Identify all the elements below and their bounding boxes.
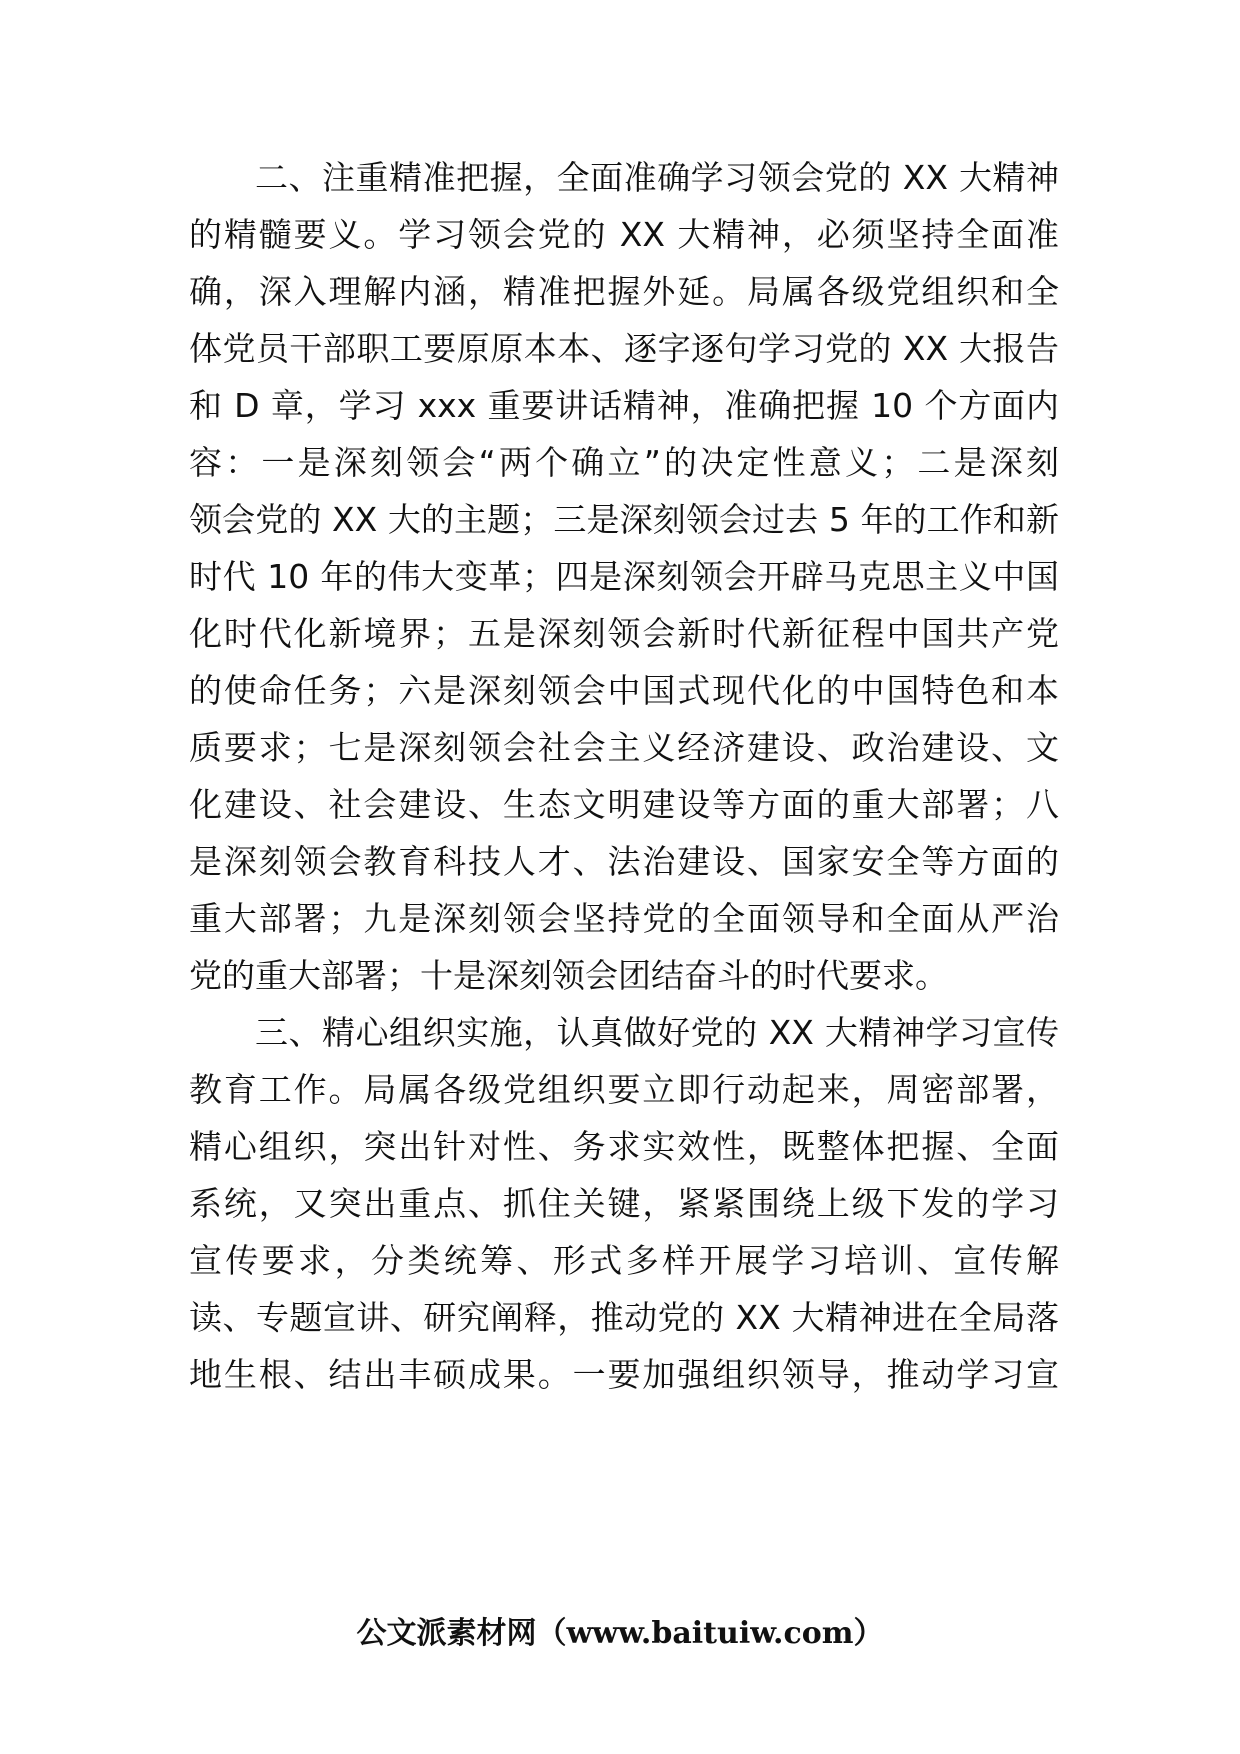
para-3-line-3: 精心组织，突出针对性、务求实效性，既整体把握、全面: [189, 1127, 1059, 1166]
para-3-line-7: 地生根、结出丰硕成果。一要加强组织领导，推动学习宣: [189, 1355, 1059, 1394]
para-2-line-6: 容：一是深刻领会“两个确立”的决定性意义；二是深刻: [189, 443, 1059, 482]
para-2-line-4: 体党员干部职工要原原本本、逐字逐句学习党的 XX 大报告: [189, 329, 1059, 368]
para-2-line-9: 化时代化新境界；五是深刻领会新时代新征程中国共产党: [189, 614, 1059, 653]
para-3-line-2: 教育工作。局属各级党组织要立即行动起来，周密部署，: [189, 1070, 1059, 1109]
para-2-line-14: 重大部署；九是深刻领会坚持党的全面领导和全面从严治: [189, 899, 1059, 938]
para-3-line-4: 系统，又突出重点、抓住关键，紧紧围绕上级下发的学习: [189, 1184, 1059, 1223]
footer-watermark: 公文派素材网（www.baituiw.com）: [356, 1616, 884, 1651]
para-2-line-3: 确，深入理解内涵，精准把握外延。局属各级党组织和全: [189, 272, 1059, 311]
para-2-line-13: 是深刻领会教育科技人才、法治建设、国家安全等方面的: [189, 842, 1059, 881]
para-2-line-12: 化建设、社会建设、生态文明建设等方面的重大部署；八: [189, 785, 1059, 824]
para-3-line-5: 宣传要求，分类统筹、形式多样开展学习培训、宣传解: [189, 1241, 1059, 1280]
para-2-line-7: 领会党的 XX 大的主题；三是深刻领会过去 5 年的工作和新: [189, 500, 1059, 539]
para-3-line-6: 读、专题宣讲、研究阐释，推动党的 XX 大精神进在全局落: [189, 1298, 1059, 1337]
para-2-line-11: 质要求；七是深刻领会社会主义经济建设、政治建设、文: [189, 728, 1059, 767]
para-3-line-1: 三、精心组织实施，认真做好党的 XX 大精神学习宣传: [255, 1013, 1059, 1052]
para-2-line-1: 二、注重精准把握，全面准确学习领会党的 XX 大精神: [255, 158, 1059, 197]
para-2-line-5: 和 D 章，学习 xxx 重要讲话精神，准确把握 10 个方面内: [189, 386, 1059, 425]
para-2-line-2: 的精髓要义。学习领会党的 XX 大精神，必须坚持全面准: [189, 215, 1059, 254]
para-2-line-15: 党的重大部署；十是深刻领会团结奋斗的时代要求。: [189, 956, 948, 995]
para-2-line-8: 时代 10 年的伟大变革；四是深刻领会开辟马克思主义中国: [189, 557, 1059, 596]
para-2-line-10: 的使命任务；六是深刻领会中国式现代化的中国特色和本: [189, 671, 1059, 710]
